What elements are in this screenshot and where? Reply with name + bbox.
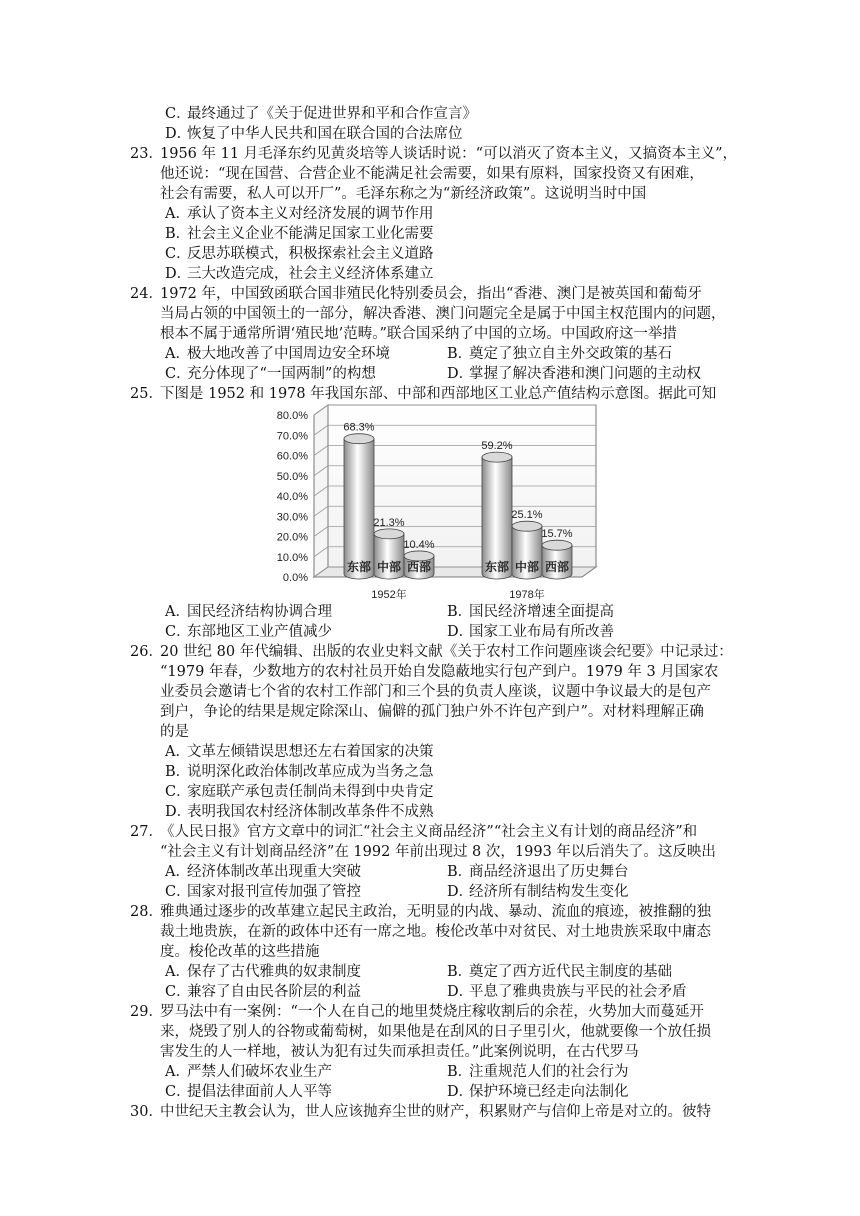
q23-stem-line: 他还说：“现在国营、合营企业不能满足社会需要，如果有原料，国家投资又有困难， (160, 166, 704, 182)
option-text: 最终通过了《关于促进世界和平和合作宣言》 (187, 106, 477, 122)
data-label: 21.3% (373, 516, 405, 529)
y-tick-label: 80.0% (276, 410, 308, 422)
category-label: 西部 (544, 560, 570, 574)
option-letter: A． (165, 346, 190, 362)
option-text: 极大地改善了中国周边安全环境 (187, 346, 390, 362)
cylinder-top (482, 452, 512, 462)
cylinder-top (512, 521, 542, 531)
option-letter: C． (165, 1084, 191, 1100)
q23-option-a[interactable] (165, 204, 434, 224)
q29-number: 29． (130, 1004, 163, 1020)
q30-stem-line: 中世纪天主教会认为，世人应该抛弃尘世的财产，积累财产与信仰上帝是对立的。彼特 (160, 1104, 711, 1120)
option-text: 承认了资本主义对经济发展的调节作用 (187, 206, 434, 222)
option-letter: D． (447, 984, 474, 1000)
option-letter: D． (447, 366, 474, 382)
q23-number: 23． (130, 146, 163, 162)
q29-stem-line: 来，烧毁了别人的谷物或葡萄树，如果他是在刮风的日子里引火，他就要像一个放任损 (160, 1024, 711, 1040)
option-text: 东部地区工业产值减少 (187, 624, 332, 640)
option-text: 家庭联产承包责任制尚未得到中央肯定 (187, 784, 434, 800)
option-letter: B． (447, 346, 473, 362)
q29-option-c[interactable] (165, 1082, 332, 1102)
option-letter: C． (165, 984, 191, 1000)
option-letter: B． (447, 864, 473, 880)
q23-stem-line: 1956 年 11 月毛泽东约见黄炎培等人谈话时说：“可以消灭了资本主义，又搞资本主义”， (160, 146, 738, 162)
option-letter: B． (447, 604, 473, 620)
q25-stem-line: 下图是 1952 和 1978 年我国东部、中部和西部地区工业总产值结构示意图。据此可知 (160, 386, 717, 402)
option-letter: C． (165, 106, 191, 122)
group-label: 1978年 (509, 589, 545, 601)
q27-option-a[interactable] (165, 862, 361, 882)
option-letter: D． (447, 624, 474, 640)
q26-option-a[interactable] (165, 742, 434, 762)
option-text: 三大改造完成，社会主义经济体系建立 (187, 266, 434, 282)
q28-option-c[interactable] (165, 982, 361, 1002)
option-text: 国民经济增速全面提高 (469, 604, 614, 620)
option-letter: C． (165, 624, 191, 640)
q26-option-d[interactable] (165, 802, 434, 822)
option-text: 充分体现了“一国两制”的构想 (187, 366, 376, 382)
industry-output-chart (268, 404, 602, 602)
y-tick-label: 20.0% (276, 531, 308, 544)
q22-option-c[interactable] (165, 104, 477, 124)
category-label: 西部 (406, 560, 432, 574)
option-text: 奠定了独立自主外交政策的基石 (469, 346, 672, 362)
q25-option-d[interactable] (447, 622, 614, 642)
q26-option-c[interactable] (165, 782, 434, 802)
cylinder-bar (344, 439, 374, 579)
option-text: 说明深化政治体制改革应成为当务之急 (187, 764, 434, 780)
option-text: 奠定了西方近代民主制度的基础 (469, 964, 672, 980)
category-label: 中部 (514, 560, 540, 574)
group-label: 1952年 (371, 589, 407, 601)
option-text: 反思苏联模式，积极探索社会主义道路 (187, 246, 434, 262)
option-text: 国民经济结构协调合理 (187, 604, 332, 620)
q28-number: 28． (130, 904, 163, 920)
cylinder-top (542, 540, 572, 550)
option-text: 严禁人们破坏农业生产 (187, 1064, 332, 1080)
option-letter: C． (165, 366, 191, 382)
y-tick-label: 0.0% (282, 572, 308, 584)
chart-svg (268, 404, 602, 602)
option-letter: A． (165, 864, 190, 880)
q27-option-b[interactable] (447, 862, 629, 882)
q22-option-d[interactable] (165, 124, 463, 144)
category-label: 中部 (376, 560, 402, 574)
option-text: 商品经济退出了历史舞台 (469, 864, 629, 880)
q26-number: 26． (130, 644, 163, 660)
option-letter: D． (165, 804, 192, 820)
option-text: 经济体制改革出现重大突破 (187, 864, 361, 880)
q28-option-d[interactable] (447, 982, 687, 1002)
q24-stem-line: 当局占领的中国领土的一部分，解决香港、澳门问题完全是属于中国主权范围内的问题， (160, 306, 726, 322)
option-letter: A． (165, 206, 190, 222)
y-tick-label: 40.0% (276, 491, 308, 503)
q29-stem-line: 罗马法中有一案例：“一个人在自己的地里焚烧庄稼收割后的余茬，火势加大而蔓延开 (160, 1004, 704, 1020)
q24-stem-line: 根本不属于通常所谓‘殖民地’范畴。”联合国采纳了中国的立场。中国政府这一举措 (160, 326, 677, 342)
q25-option-b[interactable] (447, 602, 614, 622)
q29-option-b[interactable] (447, 1062, 629, 1082)
q23-stem-line: 社会有需要，私人可以开厂”。毛泽东称之为“新经济政策”。这说明当时中国 (160, 186, 647, 202)
q23-option-d[interactable] (165, 264, 434, 284)
category-label: 东部 (346, 560, 372, 574)
option-text: 国家工业布局有所改善 (469, 624, 614, 640)
q23-option-b[interactable] (165, 224, 434, 244)
q26-stem-line: “1979 年春，少数地方的农村社员开始自发隐蔽地实行包产到户。1979 年 3 月国家农 (160, 664, 719, 680)
q23-option-c[interactable] (165, 244, 434, 264)
q25-option-c[interactable] (165, 622, 332, 642)
option-letter: C． (165, 246, 191, 262)
q27-stem-line: 《人民日报》官方文章中的词汇“社会主义商品经济”“社会主义有计划的商品经济”和 (160, 824, 698, 840)
data-label: 10.4% (403, 538, 435, 551)
q28-stem-line: 度。梭伦改革的这些措施 (160, 944, 320, 960)
q26-stem-line: 的是 (160, 724, 189, 740)
option-text: 文革左倾错误思想还左右着国家的决策 (187, 744, 434, 760)
option-letter: D． (165, 126, 192, 142)
option-text: 社会主义企业不能满足国家工业化需要 (187, 226, 434, 242)
option-text: 经济所有制结构发生变化 (469, 884, 629, 900)
data-label: 15.7% (541, 528, 573, 541)
q29-stem-line: 害发生的人一样地，被认为犯有过失而承担责任。”此案例说明，在古代罗马 (160, 1044, 639, 1060)
data-label: 25.1% (511, 509, 543, 522)
cylinder-top (374, 529, 404, 539)
data-label: 59.2% (481, 440, 513, 453)
category-label: 东部 (484, 560, 510, 574)
option-letter: B． (447, 1064, 473, 1080)
q28-stem-line: 雅典通过逐步的改革建立起民主政治，无明显的内战、暴动、流血的痕迹，被推翻的独 (160, 904, 711, 920)
q27-number: 27． (130, 824, 163, 840)
q26-stem-line: 20 世纪 80 年代编辑、出版的农业史料文献《关于农村工作问题座谈会纪要》中记录过： (160, 644, 733, 660)
option-text: 注重规范人们的社会行为 (469, 1064, 629, 1080)
q26-stem-line: 业委员会邀请七个省的农村工作部门和三个县的负责人座谈，议题中争议最大的是包产 (160, 684, 711, 700)
cylinder-top (344, 434, 374, 444)
option-text: 平息了雅典贵族与平民的社会矛盾 (469, 984, 687, 1000)
option-letter: C． (165, 884, 191, 900)
y-tick-label: 70.0% (276, 430, 308, 443)
q24-option-d[interactable] (447, 364, 701, 384)
q26-option-b[interactable] (165, 762, 434, 782)
option-text: 提倡法律面前人人平等 (187, 1084, 332, 1100)
q26-stem-line: 到户，争论的结果是规定除深山、偏僻的孤门独户外不许包产到户”。对材料理解正确 (160, 704, 704, 720)
option-text: 国家对报刊宣传加强了管控 (187, 884, 361, 900)
q24-number: 24． (130, 286, 163, 302)
option-text: 保护环境已经走向法制化 (469, 1084, 629, 1100)
option-letter: B． (165, 226, 191, 242)
q30-number: 30． (130, 1104, 163, 1120)
option-letter: A． (165, 604, 190, 620)
option-letter: C． (165, 784, 191, 800)
q24-stem-line: 1972 年，中国致函联合国非殖民化特别委员会，指出“香港、澳门是被英国和葡萄牙 (160, 286, 702, 302)
q28-stem-line: 裁土地贵族，在新的政体中还有一席之地。梭伦改革中对贫民、对土地贵族采取中庸态 (160, 924, 711, 940)
option-letter: A． (165, 964, 190, 980)
option-text: 恢复了中华人民共和国在联合国的合法席位 (187, 126, 463, 142)
y-tick-label: 10.0% (276, 551, 308, 564)
option-letter: D． (165, 266, 192, 282)
option-text: 掌握了解决香港和澳门问题的主动权 (469, 366, 701, 382)
data-label: 68.3% (343, 421, 375, 434)
q27-option-c[interactable] (165, 882, 361, 902)
q25-option-a[interactable] (165, 602, 332, 622)
q28-option-b[interactable] (447, 962, 672, 982)
q24-option-a[interactable] (165, 344, 390, 364)
q25-number: 25． (130, 386, 163, 402)
q28-option-a[interactable] (165, 962, 361, 982)
q29-option-a[interactable] (165, 1062, 332, 1082)
option-letter: B． (447, 964, 473, 980)
option-letter: D． (447, 1084, 474, 1100)
option-letter: D． (447, 884, 474, 900)
option-text: 表明我国农村经济体制改革条件不成熟 (187, 804, 434, 820)
q27-option-d[interactable] (447, 882, 629, 902)
q24-option-b[interactable] (447, 344, 672, 364)
option-letter: A． (165, 744, 190, 760)
y-tick-label: 60.0% (276, 450, 308, 463)
q29-option-d[interactable] (447, 1082, 629, 1102)
option-text: 保存了古代雅典的奴隶制度 (187, 964, 361, 980)
q24-option-c[interactable] (165, 364, 376, 384)
q27-stem-line: “社会主义有计划商品经济”在 1992 年前出现过 8 次，1993 年以后消失了。这反映出 (160, 844, 716, 860)
option-letter: B． (165, 764, 191, 780)
option-letter: A． (165, 1064, 190, 1080)
y-tick-label: 50.0% (276, 470, 308, 483)
option-text: 兼容了自由民各阶层的利益 (187, 984, 361, 1000)
y-tick-label: 30.0% (276, 511, 308, 524)
